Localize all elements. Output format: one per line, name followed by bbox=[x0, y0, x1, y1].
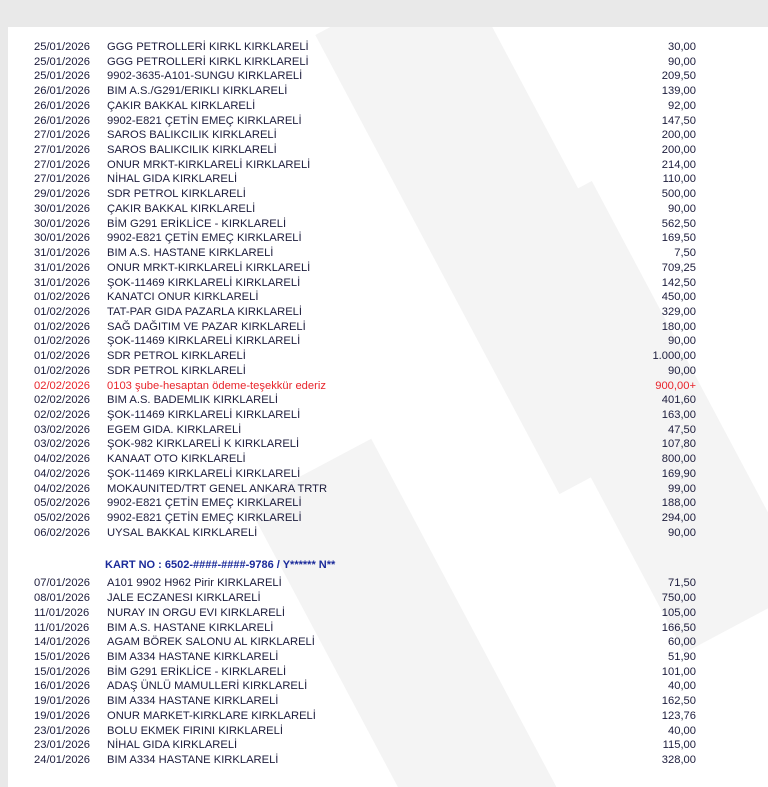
transaction-amount: 7,50 bbox=[674, 247, 696, 260]
transaction-amount: 401,60 bbox=[661, 394, 696, 407]
transaction-row bbox=[8, 55, 768, 70]
transaction-date: 15/01/2026 bbox=[34, 651, 90, 664]
transaction-date: 01/02/2026 bbox=[34, 291, 90, 304]
transaction-description: BIM A334 HASTANE KIRKLARELİ bbox=[107, 651, 279, 664]
transaction-row bbox=[8, 393, 768, 408]
transaction-row-credit bbox=[8, 379, 768, 394]
transaction-section-1 bbox=[8, 40, 768, 540]
transaction-date: 05/02/2026 bbox=[34, 512, 90, 524]
transaction-description: KANATCI ONUR KIRKLARELİ bbox=[107, 291, 259, 304]
transaction-amount: 214,00 bbox=[661, 158, 696, 171]
transaction-date: 07/01/2026 bbox=[34, 577, 90, 590]
transaction-amount: 90,00 bbox=[668, 55, 696, 68]
transaction-date: 30/01/2026 bbox=[34, 202, 90, 215]
transaction-description: ŞOK-982 KIRKLARELİ K KIRKLARELİ bbox=[107, 438, 300, 451]
transaction-description: BIM A.S./G291/ERIKLI KIRKLARELİ bbox=[107, 85, 288, 98]
transaction-description: NURAY IN ORGU EVI KIRKLARELİ bbox=[107, 606, 286, 619]
transaction-date: 26/01/2026 bbox=[34, 99, 90, 112]
transaction-amount: 107,80 bbox=[661, 438, 696, 451]
transaction-amount: 709,25 bbox=[661, 261, 696, 274]
transaction-row bbox=[8, 290, 768, 305]
transaction-row bbox=[8, 738, 768, 753]
transaction-row bbox=[8, 99, 768, 114]
transaction-amount: 71,50 bbox=[668, 577, 696, 590]
transaction-date: 30/01/2026 bbox=[34, 232, 90, 245]
transaction-date: 27/01/2026 bbox=[34, 144, 90, 157]
transaction-date: 05/02/2026 bbox=[34, 497, 90, 510]
transaction-date: 24/01/2026 bbox=[34, 754, 90, 767]
transaction-amount: 200,00 bbox=[661, 129, 696, 142]
transaction-amount: 1.000,00 bbox=[652, 350, 696, 363]
statement-page bbox=[8, 27, 768, 787]
transaction-amount: 90,00 bbox=[668, 526, 696, 539]
transaction-row bbox=[8, 349, 768, 364]
transaction-description: BIM A.S. HASTANE KIRKLARELİ bbox=[107, 247, 274, 260]
transaction-row bbox=[8, 217, 768, 232]
transaction-date: 27/01/2026 bbox=[34, 173, 90, 186]
transaction-description: EGEM GIDA. KIRKLARELİ bbox=[107, 423, 242, 436]
transaction-description: ÇAKIR BAKKAL KIRKLARELİ bbox=[107, 202, 256, 215]
transaction-description: BOLU EKMEK FIRINI KIRKLARELİ bbox=[107, 724, 283, 737]
transaction-description: NİHAL GIDA KIRKLARELİ bbox=[107, 173, 238, 186]
transaction-amount: 328,00 bbox=[661, 754, 696, 767]
transaction-amount: 180,00 bbox=[661, 320, 696, 333]
transaction-amount: 139,00 bbox=[661, 85, 696, 98]
transaction-row bbox=[8, 128, 768, 143]
transaction-date: 01/02/2026 bbox=[34, 335, 90, 348]
transaction-date: 26/01/2026 bbox=[34, 85, 90, 98]
transaction-description: 9902-E821 ÇETİN EMEÇ KIRKLARELİ bbox=[107, 232, 302, 245]
transaction-amount: 166,50 bbox=[661, 621, 696, 634]
transaction-amount: 90,00 bbox=[668, 335, 696, 348]
transaction-description: ŞOK-11469 KIRKLARELİ KIRKLARELİ bbox=[107, 335, 301, 348]
transaction-row bbox=[8, 694, 768, 709]
transaction-description: BİM G291 ERİKLİCE - KIRKLARELİ bbox=[107, 665, 287, 678]
transaction-date: 31/01/2026 bbox=[34, 261, 90, 274]
transaction-description: ONUR MARKET-KIRKLARE KIRKLARELİ bbox=[107, 709, 316, 722]
transaction-row bbox=[8, 437, 768, 452]
transaction-row bbox=[8, 246, 768, 261]
transaction-row bbox=[8, 187, 768, 202]
transaction-description: ONUR MRKT-KIRKLARELİ KIRKLARELİ bbox=[107, 158, 311, 171]
transaction-description: ÇAKIR BAKKAL KIRKLARELİ bbox=[107, 99, 256, 112]
transaction-amount: 40,00 bbox=[668, 724, 696, 737]
transaction-date: 04/02/2026 bbox=[34, 482, 90, 495]
transaction-row bbox=[8, 40, 768, 55]
transaction-amount: 900,00+ bbox=[655, 379, 696, 392]
transaction-description: TAT-PAR GIDA PAZARLA KIRKLARELİ bbox=[107, 305, 303, 318]
transaction-description: ADAŞ ÜNLÜ MAMULLERİ KIRKLARELİ bbox=[107, 680, 308, 693]
transaction-amount: 209,50 bbox=[661, 70, 696, 83]
transaction-row bbox=[8, 526, 768, 541]
transaction-description: BIM A334 HASTANE KIRKLARELİ bbox=[107, 695, 279, 708]
transaction-row bbox=[8, 482, 768, 497]
transaction-date: 11/01/2026 bbox=[34, 621, 90, 634]
transaction-row bbox=[8, 709, 768, 724]
transaction-date: 19/01/2026 bbox=[34, 709, 90, 722]
transaction-description: SAĞ DAĞITIM VE PAZAR KIRKLARELİ bbox=[107, 320, 306, 333]
transaction-date: 02/02/2026 bbox=[34, 394, 90, 407]
transaction-description: NİHAL GIDA KIRKLARELİ bbox=[107, 739, 238, 752]
transaction-list bbox=[8, 40, 768, 768]
transaction-date: 25/01/2026 bbox=[34, 55, 90, 68]
transaction-amount: 110,00 bbox=[662, 173, 696, 186]
transaction-row bbox=[8, 665, 768, 680]
card-number-header bbox=[8, 557, 768, 573]
transaction-description: SDR PETROL KIRKLARELİ bbox=[107, 350, 246, 363]
transaction-row bbox=[8, 679, 768, 694]
transaction-row bbox=[8, 576, 768, 591]
transaction-date: 27/01/2026 bbox=[34, 129, 90, 142]
transaction-description: 9902-E821 ÇETİN EMEÇ KIRKLARELİ bbox=[107, 497, 302, 510]
transaction-section-2 bbox=[8, 576, 768, 767]
transaction-date: 27/01/2026 bbox=[34, 158, 90, 171]
transaction-description: 0103 şube-hesaptan ödeme-teşekkür ederiz bbox=[107, 379, 326, 392]
transaction-date: 01/02/2026 bbox=[34, 320, 90, 333]
transaction-amount: 200,00 bbox=[661, 144, 696, 157]
transaction-amount: 142,50 bbox=[661, 276, 696, 289]
transaction-date: 11/01/2026 bbox=[34, 606, 90, 619]
transaction-row bbox=[8, 650, 768, 665]
transaction-description: BIM A.S. HASTANE KIRKLARELİ bbox=[107, 621, 274, 634]
transaction-row bbox=[8, 231, 768, 246]
transaction-description: SAROS BALIKCILIK KIRKLARELİ bbox=[107, 144, 277, 157]
transaction-amount: 90,00 bbox=[668, 364, 696, 377]
transaction-description: A101 9902 H962 Pirir KIRKLARELİ bbox=[107, 577, 282, 590]
transaction-amount: 105,00 bbox=[661, 606, 696, 619]
transaction-amount: 162,50 bbox=[661, 695, 696, 708]
transaction-row bbox=[8, 114, 768, 129]
transaction-amount: 188,00 bbox=[661, 497, 696, 510]
transaction-row bbox=[8, 364, 768, 379]
transaction-row bbox=[8, 423, 768, 438]
transaction-row bbox=[8, 172, 768, 187]
transaction-amount: 115,00 bbox=[662, 739, 696, 752]
transaction-description: KANAAT OTO KIRKLARELİ bbox=[107, 453, 246, 466]
transaction-row bbox=[8, 753, 768, 768]
transaction-description: AGAM BÖREK SALONU AL KIRKLARELİ bbox=[107, 636, 315, 649]
transaction-date: 23/01/2026 bbox=[34, 724, 90, 737]
transaction-row bbox=[8, 305, 768, 320]
transaction-row bbox=[8, 591, 768, 606]
transaction-description: ONUR MRKT-KIRKLARELİ KIRKLARELİ bbox=[107, 261, 311, 274]
transaction-amount: 500,00 bbox=[661, 188, 696, 201]
transaction-row bbox=[8, 496, 768, 511]
transaction-date: 03/02/2026 bbox=[34, 423, 90, 436]
transaction-row bbox=[8, 202, 768, 217]
transaction-date: 03/02/2026 bbox=[34, 438, 90, 451]
transaction-row bbox=[8, 511, 768, 526]
transaction-row bbox=[8, 158, 768, 173]
transaction-description: JALE ECZANESI KIRKLARELİ bbox=[107, 592, 261, 605]
transaction-date: 26/01/2026 bbox=[34, 114, 90, 127]
transaction-amount: 90,00 bbox=[668, 202, 696, 215]
transaction-date: 23/01/2026 bbox=[34, 739, 90, 752]
transaction-amount: 163,00 bbox=[661, 408, 696, 421]
transaction-date: 16/01/2026 bbox=[34, 680, 90, 693]
card-number-label: KART NO : 6502-####-####-9786 / Y****** N** bbox=[105, 559, 336, 572]
transaction-description: ŞOK-11469 KIRKLARELİ KIRKLARELİ bbox=[107, 408, 301, 421]
transaction-amount: 40,00 bbox=[668, 680, 696, 693]
transaction-row bbox=[8, 467, 768, 482]
section-gap bbox=[8, 540, 768, 557]
transaction-amount: 750,00 bbox=[661, 592, 696, 605]
transaction-description: GGG PETROLLERİ KIRKL KIRKLARELİ bbox=[107, 41, 309, 53]
transaction-description: 9902-E821 ÇETİN EMEÇ KIRKLARELİ bbox=[107, 512, 302, 524]
transaction-row bbox=[8, 261, 768, 276]
transaction-amount: 800,00 bbox=[661, 453, 696, 466]
transaction-amount: 147,50 bbox=[661, 114, 696, 127]
transaction-row bbox=[8, 320, 768, 335]
transaction-row bbox=[8, 452, 768, 467]
transaction-description: GGG PETROLLERİ KIRKL KIRKLARELİ bbox=[107, 55, 309, 68]
transaction-date: 04/02/2026 bbox=[34, 467, 90, 480]
transaction-description: 9902-E821 ÇETİN EMEÇ KIRKLARELİ bbox=[107, 114, 302, 127]
transaction-row bbox=[8, 724, 768, 739]
transaction-description: 9902-3635-A101-SUNGU KIRKLARELİ bbox=[107, 70, 303, 83]
transaction-date: 14/01/2026 bbox=[34, 636, 90, 649]
transaction-description: ŞOK-11469 KIRKLARELİ KIRKLARELİ bbox=[107, 467, 301, 480]
transaction-description: SDR PETROL KIRKLARELİ bbox=[107, 188, 246, 201]
transaction-row bbox=[8, 84, 768, 99]
transaction-date: 02/02/2026 bbox=[34, 379, 90, 392]
transaction-description: ŞOK-11469 KIRKLARELİ KIRKLARELİ bbox=[107, 276, 301, 289]
transaction-amount: 450,00 bbox=[661, 291, 696, 304]
transaction-description: UYSAL BAKKAL KIRKLARELİ bbox=[107, 526, 258, 539]
transaction-amount: 47,50 bbox=[668, 423, 696, 436]
transaction-date: 25/01/2026 bbox=[34, 41, 90, 53]
transaction-amount: 562,50 bbox=[661, 217, 696, 230]
transaction-amount: 123,76 bbox=[661, 709, 696, 722]
transaction-amount: 329,00 bbox=[661, 305, 696, 318]
transaction-date: 08/01/2026 bbox=[34, 592, 90, 605]
transaction-amount: 92,00 bbox=[668, 99, 696, 112]
transaction-date: 31/01/2026 bbox=[34, 276, 90, 289]
transaction-row bbox=[8, 635, 768, 650]
transaction-amount: 294,00 bbox=[661, 512, 696, 524]
transaction-description: BIM A334 HASTANE KIRKLARELİ bbox=[107, 754, 279, 767]
transaction-row bbox=[8, 606, 768, 621]
transaction-amount: 169,90 bbox=[661, 467, 696, 480]
transaction-date: 02/02/2026 bbox=[34, 408, 90, 421]
transaction-date: 04/02/2026 bbox=[34, 453, 90, 466]
transaction-row bbox=[8, 143, 768, 158]
transaction-description: MOKAUNITED/TRT GENEL ANKARA TRTR bbox=[107, 482, 328, 495]
transaction-date: 01/02/2026 bbox=[34, 364, 90, 377]
transaction-row bbox=[8, 276, 768, 291]
transaction-description: SAROS BALIKCILIK KIRKLARELİ bbox=[107, 129, 277, 142]
transaction-amount: 30,00 bbox=[668, 41, 696, 53]
transaction-date: 25/01/2026 bbox=[34, 70, 90, 83]
transaction-description: BIM A.S. BADEMLIK KIRKLARELİ bbox=[107, 394, 278, 407]
transaction-amount: 99,00 bbox=[668, 482, 696, 495]
transaction-row bbox=[8, 621, 768, 636]
transaction-amount: 60,00 bbox=[668, 636, 696, 649]
transaction-amount: 51,90 bbox=[668, 651, 696, 664]
transaction-description: SDR PETROL KIRKLARELİ bbox=[107, 364, 246, 377]
transaction-date: 01/02/2026 bbox=[34, 350, 90, 363]
transaction-date: 06/02/2026 bbox=[34, 526, 90, 539]
transaction-amount: 101,00 bbox=[661, 665, 696, 678]
transaction-row bbox=[8, 69, 768, 84]
transaction-row bbox=[8, 334, 768, 349]
transaction-date: 30/01/2026 bbox=[34, 217, 90, 230]
transaction-date: 01/02/2026 bbox=[34, 305, 90, 318]
transaction-date: 15/01/2026 bbox=[34, 665, 90, 678]
transaction-date: 29/01/2026 bbox=[34, 188, 90, 201]
transaction-row bbox=[8, 408, 768, 423]
transaction-description: BİM G291 ERİKLİCE - KIRKLARELİ bbox=[107, 217, 287, 230]
transaction-date: 19/01/2026 bbox=[34, 695, 90, 708]
transaction-amount: 169,50 bbox=[661, 232, 696, 245]
transaction-date: 31/01/2026 bbox=[34, 247, 90, 260]
